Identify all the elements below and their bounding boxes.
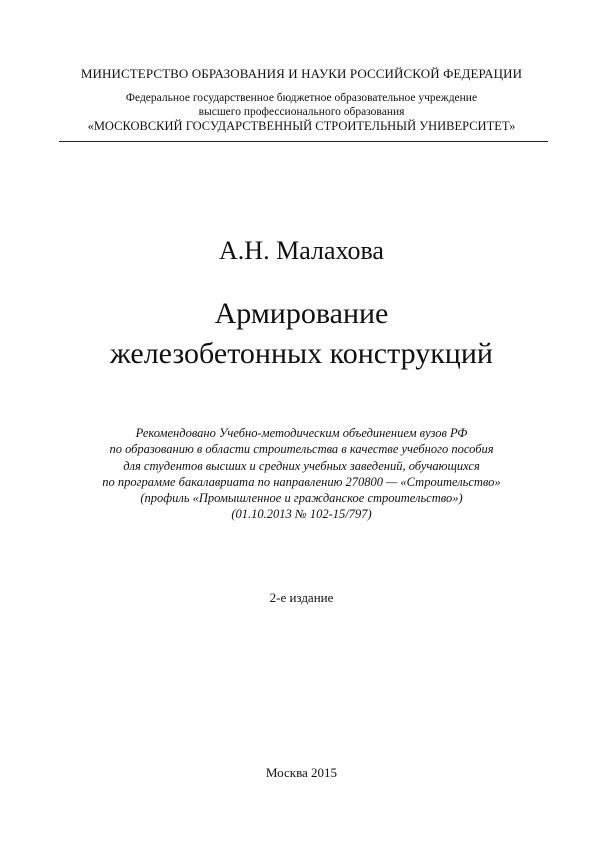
recommendation-line: Рекомендовано Учебно-методическим объединением вузов РФ (135, 426, 468, 440)
institution-block (0, 91, 603, 133)
institution-line-2: высшего профессионального образования (198, 106, 405, 118)
recommendation-line: по программе бакалавриата по направлению 270800 — «Строительство» (102, 474, 501, 489)
book-title-line-1: Армирование (214, 297, 389, 330)
recommendation-line: (01.10.2013 № 102-15/797) (231, 507, 372, 522)
author-name: А.Н. Малахова (219, 236, 384, 265)
institution-line-1: Федеральное государственное бюджетное образовательное учреждение (125, 92, 478, 104)
recommendation-block (0, 425, 603, 523)
ministry-name: МИНИСТЕРСТВО ОБРАЗОВАНИЯ И НАУКИ РОССИЙСКОЙ ФЕДЕРАЦИИ (80, 66, 523, 81)
recommendation-line: для студентов высших и средних учебных заведений, обучающихся (123, 458, 480, 473)
edition-label: 2-е издание (269, 590, 334, 605)
university-name: «МОСКОВСКИЙ ГОСУДАРСТВЕННЫЙ СТРОИТЕЛЬНЫЙ УНИВЕРСИТЕТ» (87, 119, 516, 133)
book-title-line-2: железобетонных конструкций (110, 337, 493, 370)
recommendation-line: (профиль «Промышленное и гражданское строительство») (140, 491, 463, 506)
book-title (0, 294, 603, 374)
city-year: Москва 2015 (265, 765, 338, 780)
header-divider (59, 141, 548, 142)
recommendation-line: по образованию в области строительства в качестве учебного пособия (109, 442, 494, 457)
